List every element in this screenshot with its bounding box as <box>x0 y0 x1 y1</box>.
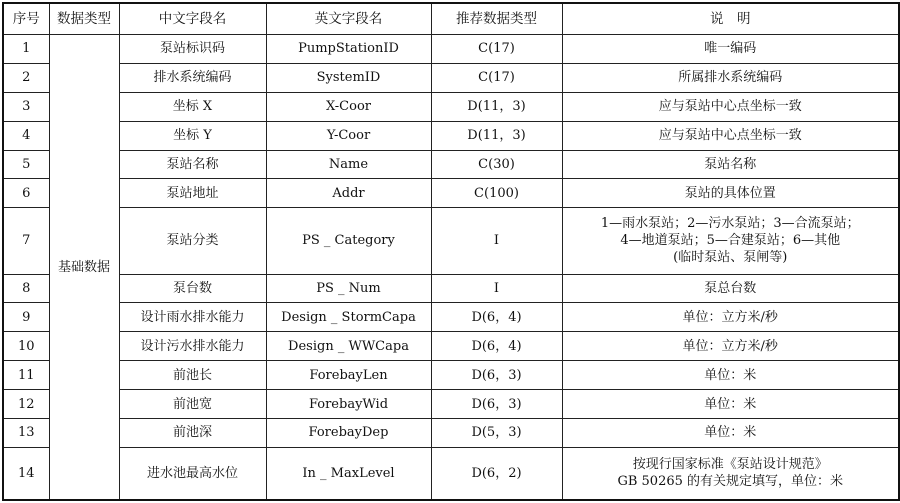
cell-en-field: X-Coor <box>266 92 431 121</box>
cell-cn-field: 泵站分类 <box>119 208 266 274</box>
header-en-field: 英文字段名 <box>266 3 431 35</box>
table-row <box>3 179 899 208</box>
cell-no: 6 <box>3 179 49 208</box>
cell-no: 8 <box>3 274 49 303</box>
cell-recommended-type: I <box>431 274 562 303</box>
table-row <box>3 390 899 419</box>
cell-recommended-type: C(17) <box>431 35 562 64</box>
table-row <box>3 63 899 92</box>
cell-no: 14 <box>3 447 49 500</box>
header-cn-field: 中文字段名 <box>119 3 266 35</box>
cell-recommended-type: D(11，3) <box>431 92 562 121</box>
cell-recommended-type: D(5，3) <box>431 419 562 448</box>
cell-no: 12 <box>3 390 49 419</box>
cell-en-field: Design _ WWCapa <box>266 332 431 361</box>
cell-recommended-type: D(6，4) <box>431 332 562 361</box>
table-row <box>3 92 899 121</box>
cell-description: 唯一编码 <box>562 35 899 64</box>
cell-no: 5 <box>3 150 49 179</box>
cell-description: 单位：米 <box>562 390 899 419</box>
cell-recommended-type: D(6，3) <box>431 390 562 419</box>
table-row <box>3 447 899 500</box>
cell-no: 13 <box>3 419 49 448</box>
cell-cn-field: 泵站地址 <box>119 179 266 208</box>
header-no: 序号 <box>3 3 49 35</box>
cell-en-field: Name <box>266 150 431 179</box>
cell-description: 单位：米 <box>562 419 899 448</box>
cell-recommended-type: C(100) <box>431 179 562 208</box>
cell-no: 7 <box>3 208 49 274</box>
cell-cn-field: 坐标 Y <box>119 121 266 150</box>
cell-no: 10 <box>3 332 49 361</box>
cell-cn-field: 前池长 <box>119 361 266 390</box>
cell-en-field: SystemID <box>266 63 431 92</box>
cell-description: 1—雨水泵站；2—污水泵站；3—合流泵站； 4—地道泵站；5—合建泵站；6—其他 (临时泵站、泵闸等) <box>562 208 899 274</box>
cell-recommended-type: D(6，3) <box>431 361 562 390</box>
cell-cn-field: 前池宽 <box>119 390 266 419</box>
cell-en-field: ForebayWid <box>266 390 431 419</box>
cell-en-field: Y-Coor <box>266 121 431 150</box>
cell-recommended-type: I <box>431 208 562 274</box>
cell-description: 单位：立方米/秒 <box>562 332 899 361</box>
cell-recommended-type: C(30) <box>431 150 562 179</box>
cell-description: 泵站的具体位置 <box>562 179 899 208</box>
header-data-type: 数据类型 <box>49 3 119 35</box>
table-row <box>3 303 899 332</box>
table-row <box>3 208 899 274</box>
cell-recommended-type: C(17) <box>431 63 562 92</box>
cell-description: 泵总台数 <box>562 274 899 303</box>
cell-en-field: PumpStationID <box>266 35 431 64</box>
header-description: 说 明 <box>562 3 899 35</box>
cell-en-field: ForebayDep <box>266 419 431 448</box>
cell-cn-field: 排水系统编码 <box>119 63 266 92</box>
cell-no: 9 <box>3 303 49 332</box>
cell-description: 单位：米 <box>562 361 899 390</box>
cell-no: 11 <box>3 361 49 390</box>
cell-cn-field: 设计污水排水能力 <box>119 332 266 361</box>
cell-recommended-type: D(6，4) <box>431 303 562 332</box>
cell-description: 单位：立方米/秒 <box>562 303 899 332</box>
cell-cn-field: 进水池最高水位 <box>119 447 266 500</box>
cell-recommended-type: D(6，2) <box>431 447 562 500</box>
cell-description: 泵站名称 <box>562 150 899 179</box>
cell-en-field: PS _ Num <box>266 274 431 303</box>
field-spec-table <box>2 2 900 501</box>
cell-cn-field: 前池深 <box>119 419 266 448</box>
table-row <box>3 332 899 361</box>
cell-no: 1 <box>3 35 49 64</box>
cell-cn-field: 泵站标识码 <box>119 35 266 64</box>
cell-description: 应与泵站中心点坐标一致 <box>562 121 899 150</box>
cell-en-field: PS _ Category <box>266 208 431 274</box>
cell-no: 4 <box>3 121 49 150</box>
cell-data-type-group: 基础数据 <box>49 35 119 501</box>
cell-en-field: Design _ StormCapa <box>266 303 431 332</box>
cell-description: 所属排水系统编码 <box>562 63 899 92</box>
cell-recommended-type: D(11，3) <box>431 121 562 150</box>
cell-no: 3 <box>3 92 49 121</box>
table-row <box>3 121 899 150</box>
cell-cn-field: 设计雨水排水能力 <box>119 303 266 332</box>
cell-description: 应与泵站中心点坐标一致 <box>562 92 899 121</box>
cell-cn-field: 泵站名称 <box>119 150 266 179</box>
cell-cn-field: 坐标 X <box>119 92 266 121</box>
cell-en-field: ForebayLen <box>266 361 431 390</box>
table-row <box>3 35 899 64</box>
cell-en-field: Addr <box>266 179 431 208</box>
table-row <box>3 150 899 179</box>
table-row <box>3 361 899 390</box>
header-row <box>3 3 899 35</box>
cell-en-field: In _ MaxLevel <box>266 447 431 500</box>
cell-description: 按现行国家标准《泵站设计规范》 GB 50265 的有关规定填写，单位：米 <box>562 447 899 500</box>
cell-no: 2 <box>3 63 49 92</box>
cell-cn-field: 泵台数 <box>119 274 266 303</box>
table-row <box>3 419 899 448</box>
header-recommended-type: 推荐数据类型 <box>431 3 562 35</box>
table-row <box>3 274 899 303</box>
